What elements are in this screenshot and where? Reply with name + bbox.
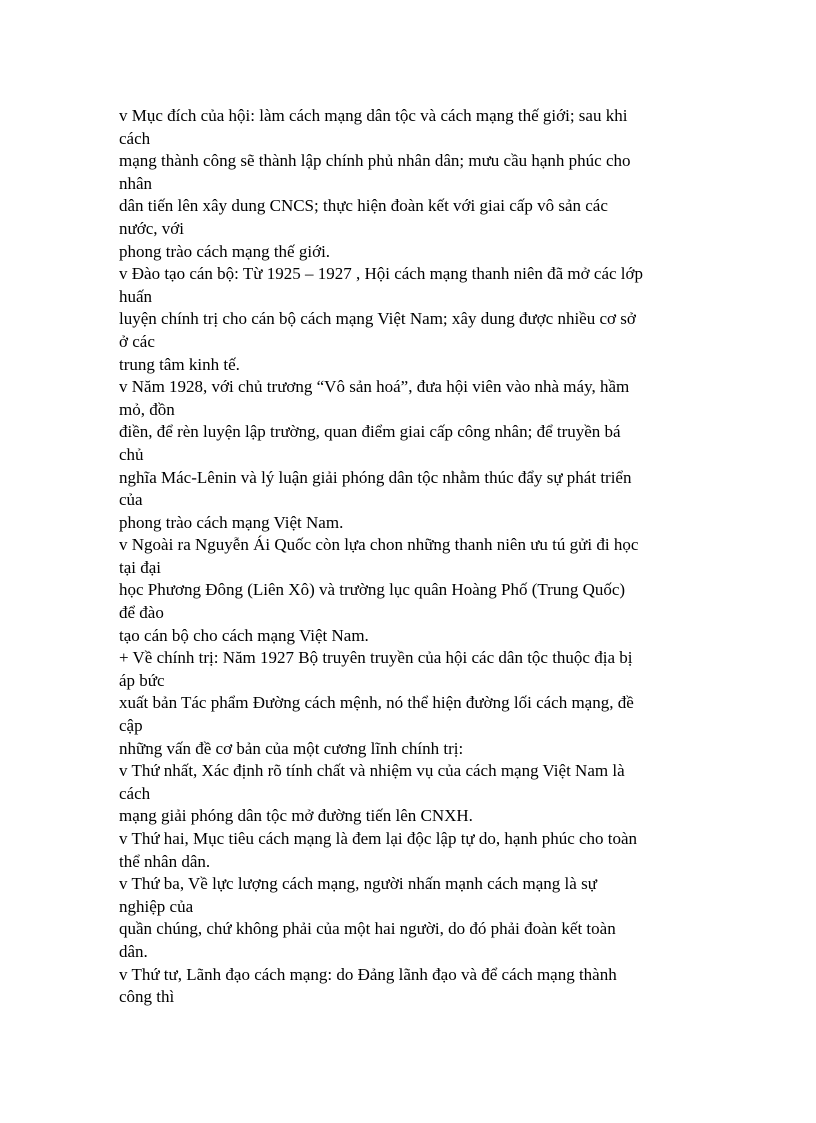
text-line: áp bức: [119, 670, 165, 690]
text-line: mạng giải phóng dân tộc mở đường tiến lên CNXH.: [119, 806, 473, 826]
text-line: dân.: [119, 941, 148, 961]
text-line: v Thứ hai, Mục tiêu cách mạng là đem lại độc lập tự do, hạnh phúc cho toàn: [119, 829, 638, 848]
text-line: v Đào tạo cán bộ: Từ 1925 – 1927 , Hội cách mạng thanh niên đã mở các lớp: [119, 264, 643, 284]
text-line: huấn: [119, 286, 153, 306]
text-line: v Mục đích của hội: làm cách mạng dân tộc và cách mạng thế giới; sau khi: [119, 106, 628, 125]
document-text: [119, 105, 699, 1009]
text-line: công thì: [119, 987, 175, 1007]
text-line: thể nhân dân.: [119, 851, 211, 871]
text-line: ở các: [119, 331, 155, 351]
text-line: v Năm 1928, với chủ trương “Vô sản hoá”, đưa hội viên vào nhà máy, hầm: [119, 377, 630, 397]
text-line: để đào: [119, 603, 164, 623]
text-line: xuất bản Tác phẩm Đường cách mệnh, nó thể hiện đường lối cách mạng, đề: [119, 693, 634, 713]
text-line: tại đại: [119, 557, 162, 577]
text-line: mạng thành công sẽ thành lập chính phủ nhân dân; mưu cầu hạnh phúc cho: [119, 151, 631, 171]
text-line: v Thứ tư, Lãnh đạo cách mạng: do Đảng lãnh đạo và để cách mạng thành: [119, 964, 617, 984]
text-line: v Ngoài ra Nguyễn Ái Quốc còn lựa chon những thanh niên ưu tú gửi đi học: [119, 535, 639, 555]
text-line: chủ: [119, 444, 144, 464]
text-line: quần chúng, chứ không phải của một hai người, do đó phải đoàn kết toàn: [119, 919, 616, 939]
text-line: luyện chính trị cho cán bộ cách mạng Việt Nam; xây dung được nhiều cơ sở: [119, 309, 636, 329]
text-line: cách: [119, 783, 151, 803]
text-line: phong trào cách mạng Việt Nam.: [119, 512, 344, 532]
text-line: dân tiến lên xây dung CNCS; thực hiện đoàn kết với giai cấp vô sản các: [119, 196, 608, 216]
text-line: cập: [119, 716, 143, 736]
text-line: mỏ, đồn: [119, 399, 175, 419]
text-line: cách: [119, 128, 151, 148]
text-line: nghiệp của: [119, 896, 194, 916]
text-line: nhân: [119, 173, 153, 193]
text-line: trung tâm kinh tế.: [119, 354, 240, 374]
text-line: tạo cán bộ cho cách mạng Việt Nam.: [119, 625, 369, 645]
text-line: nghĩa Mác-Lênin và lý luận giải phóng dân tộc nhằm thúc đẩy sự phát triển: [119, 467, 632, 487]
text-line: học Phương Đông (Liên Xô) và trường lục quân Hoàng Phố (Trung Quốc): [119, 580, 626, 600]
text-line: + Về chính trị: Năm 1927 Bộ truyên truyền của hội các dân tộc thuộc địa bị: [119, 648, 633, 668]
text-line: của: [119, 490, 143, 510]
text-line: phong trào cách mạng thế giới.: [119, 241, 331, 261]
text-line: những vấn đề cơ bản của một cương lĩnh chính trị:: [119, 738, 464, 758]
text-line: điền, để rèn luyện lập trường, quan điểm giai cấp công nhân; để truyền bá: [119, 422, 621, 442]
text-line: v Thứ ba, Về lực lượng cách mạng, người nhấn mạnh cách mạng là sự: [119, 874, 597, 894]
text-line: v Thứ nhất, Xác định rõ tính chất và nhiệm vụ của cách mạng Việt Nam là: [119, 761, 625, 781]
text-line: nước, với: [119, 218, 184, 238]
